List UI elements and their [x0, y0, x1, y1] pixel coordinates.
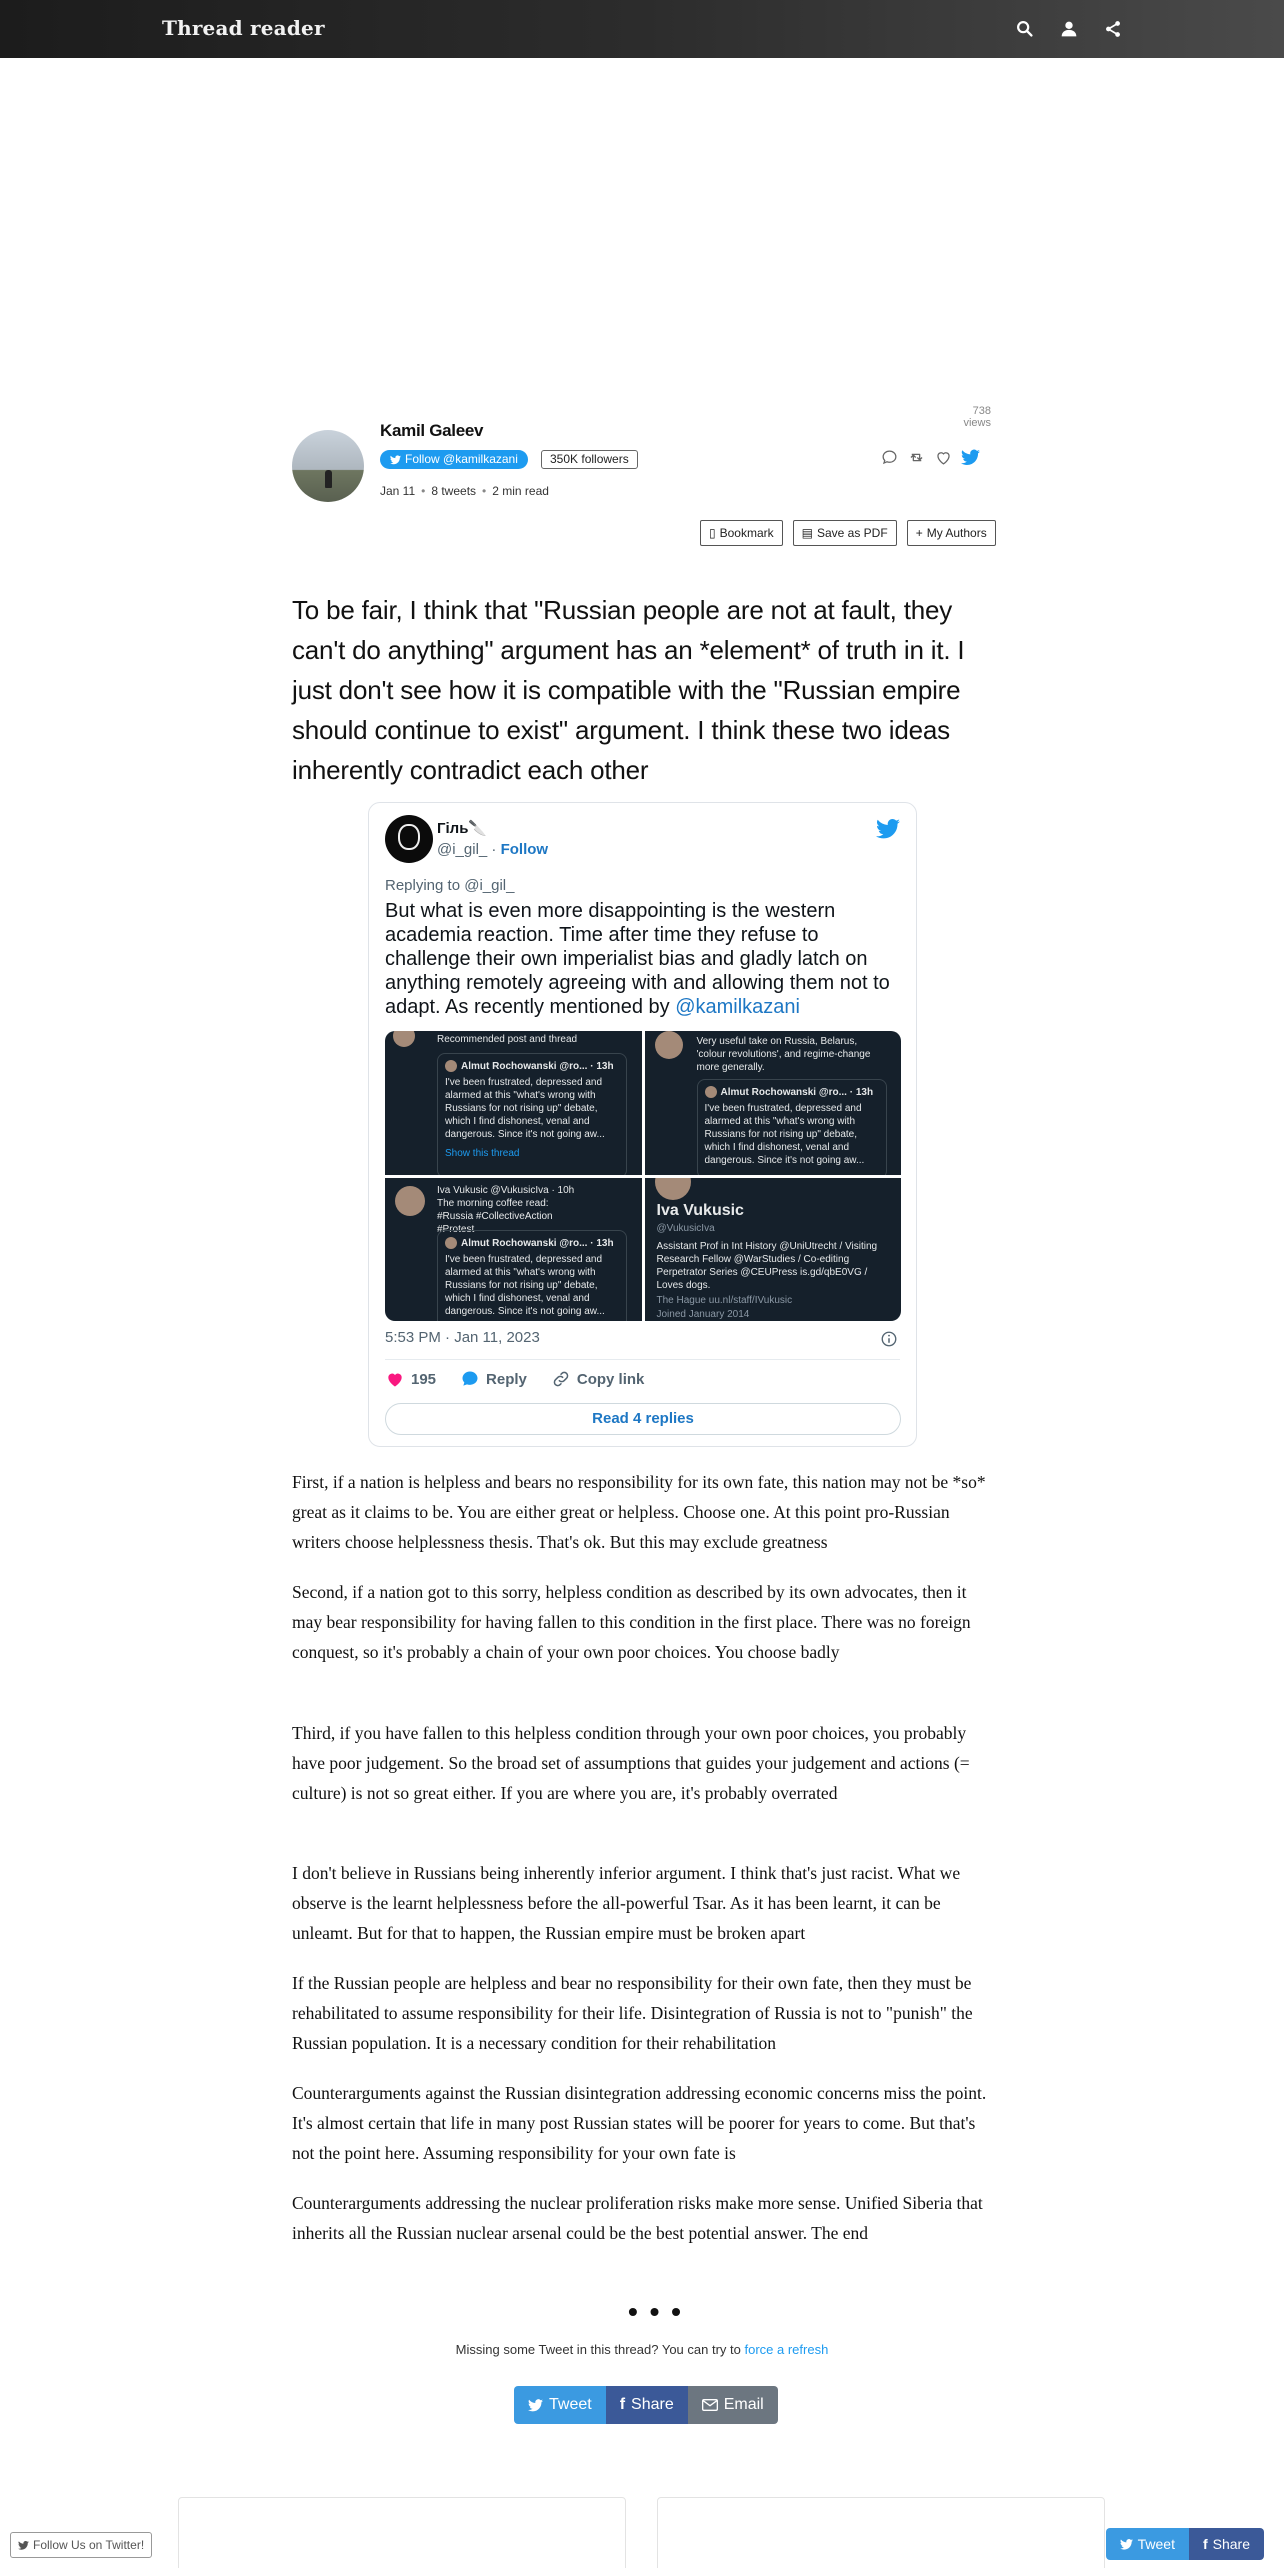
embed-media-grid[interactable]: [385, 1031, 901, 1321]
thread-paragraph-2: Second, if a nation got to this sorry, helpless condition as described by its own advocates, then it may bear responsibility for having fallen to this condition in the first place. There was no foreign conquest, so it's probably a chain of your own poor choices. You choose badly: [292, 1582, 971, 1662]
media-screenshot-4[interactable]: [645, 1178, 902, 1322]
media-screenshot-2[interactable]: [645, 1031, 902, 1175]
reply-label: Reply: [486, 1370, 527, 1388]
twitter-bird-icon: [18, 2541, 29, 2550]
followers-count[interactable]: 350K followers: [541, 450, 638, 469]
replying-to: Replying to @i_gil_: [385, 877, 515, 894]
link-icon: [551, 1369, 571, 1389]
shot3-line: The morning coffee read: #Russia #CollectiveAction #Protest: [437, 1197, 553, 1235]
thread-paragraph-3: Third, if you have fallen to this helpless condition through your own poor choices, you probably have poor judgement. So the broad set of assumptions that guides your judgement and actions (= culture) is not so great either. If you are where you are, it's probably overrated: [292, 1723, 970, 1803]
shot2-author: Almut Rochowanski @ro... · 13h: [720, 1087, 874, 1098]
missing-tweet-notice: [0, 2342, 1284, 2357]
thread-end-dots: • • •: [628, 2296, 683, 2327]
bookmark-icon: ▯: [709, 526, 716, 540]
reply-icon[interactable]: [880, 448, 899, 467]
shot2-top: Very useful take on Russia, Belarus, 'colour revolutions', and regime-change more generally.: [696, 1036, 871, 1073]
twitter-bird-icon[interactable]: [876, 817, 900, 841]
follow-us-button[interactable]: [10, 2532, 152, 2558]
tweet-share-button[interactable]: [514, 2386, 606, 2424]
follow-author-button[interactable]: [380, 450, 528, 469]
retweet-icon[interactable]: [907, 448, 926, 467]
brand-logo[interactable]: [162, 16, 325, 40]
bottom-share-label: Share: [1212, 2536, 1250, 2552]
tweet-count: 8 tweets: [431, 484, 477, 498]
lead-tweet-text: To be fair, I think that "Russian people are not at fault, they can't do anything" argument has an *element* of truth in it. I just don't see how it is compatible with the "Russian empire should continue to exist" argument. I think these two ideas inherently contradict each other: [292, 595, 965, 785]
search-icon[interactable]: [1014, 18, 1036, 40]
shot3-body: I've been frustrated, depressed and alarmed at this "what's wrong with Russians for not rising up" debate, which I find dishonest, venal and dangerous. Since it's not going aw...: [445, 1253, 605, 1317]
shot1-author: Almut Rochowanski @ro... · 13h: [461, 1061, 614, 1072]
shot3-author: Iva Vukusic @VukusicIva · 10h: [437, 1184, 575, 1196]
shot4-name: Iva Vukusic: [656, 1201, 744, 1219]
my-authors-label: My Authors: [926, 526, 987, 540]
follow-us-label: Follow Us on Twitter!: [33, 2538, 145, 2552]
twitter-bird-icon[interactable]: [961, 448, 980, 467]
top-navbar: [0, 0, 1284, 58]
thread-paragraph-1: First, if a nation is helpless and bears no responsibility for its own fate, this nation may not be *so* great as it claims to be. You are either great or helpless. Choose one. At this point pro-Russian writers choose helplessness thesis. That's ok. But this may exclude greatness: [292, 1472, 986, 1552]
shot1-link: Show this thread: [445, 1148, 520, 1159]
share-buttons: [514, 2386, 778, 2424]
embed-avatar[interactable]: [385, 815, 433, 863]
shot4-handle: @VukusicIva: [656, 1222, 715, 1234]
copy-link-label: Copy link: [576, 1370, 645, 1388]
tweet-share-label: Tweet: [549, 2396, 592, 2413]
copy-link-stat[interactable]: [551, 1369, 645, 1389]
embed-handle[interactable]: @i_gil_: [437, 841, 488, 858]
bookmark-button[interactable]: [700, 520, 783, 546]
facebook-icon: f: [1202, 2536, 1208, 2552]
email-share-label: Email: [723, 2396, 764, 2413]
mention-link[interactable]: @kamilkazani: [675, 996, 800, 1018]
thread-meta: Jan 11 • 8 tweets • 2 min read: [380, 484, 549, 498]
thread-paragraph-4: I don't believe in Russians being inherently inferior argument. I think that's just racist. What we observe is the learnt helplessness before the all-powerful Tsar. As it has been learnt, it can be unleamt. But for that to happen, the Russian empire must be broken apart: [292, 1863, 961, 1943]
thread-tools: [700, 520, 996, 546]
thread-paragraph-5: If the Russian people are helpless and bear no responsibility for their own fate, then they must be rehabilitated to assume responsibility for their life. Disintegration of Russia is not to "punish" the Russian population. It is a necessary condition for their rehabilitation: [292, 1973, 973, 2053]
shot2-body: I've been frustrated, depressed and alarmed at this "what's wrong with Russians for not rising up" debate, which I find dishonest, venal and dangerous. Since it's not going aw...: [704, 1103, 865, 1166]
like-count: 195: [411, 1370, 437, 1388]
embed-tweet-text: [385, 899, 903, 1019]
author-name[interactable]: Kamil Galeev: [380, 421, 484, 440]
embed-handle-row: @i_gil_ · Follow: [437, 841, 549, 858]
document-icon: ▤: [801, 526, 813, 540]
embedded-tweet[interactable]: [368, 802, 917, 1447]
facebook-icon: f: [619, 2396, 626, 2413]
thread-paragraph-6: Counterarguments against the Russian disintegration addressing economic concerns miss the point. It's almost certain that life in many post Russian states will be poorer for years to come. But that's not the point here. Assuming responsibility for your own fate is: [292, 2083, 987, 2163]
facebook-share-label: Share: [631, 2396, 674, 2413]
brand-reader-text: reader: [250, 16, 325, 40]
user-icon[interactable]: [1058, 18, 1080, 40]
shot3-inner-author: Almut Rochowanski @ro... · 13h: [461, 1237, 614, 1249]
embed-stats: [385, 1369, 668, 1389]
shot1-body: I've been frustrated, depressed and alarmed at this "what's wrong with Russians for not rising up" debate, which I find dishonest, venal and dangerous. Since it's not going aw...: [445, 1077, 605, 1140]
twitter-bird-icon: [528, 2399, 543, 2412]
embed-author-name[interactable]: Гiль🔪: [437, 820, 488, 837]
force-refresh-link[interactable]: force a refresh: [744, 2342, 829, 2357]
embed-timestamp[interactable]: 5:53 PM · Jan 11, 2023: [385, 1329, 540, 1346]
reply-bubble-icon: [460, 1369, 480, 1389]
share-icon[interactable]: [1102, 18, 1124, 40]
shot4-joined: Joined January 2014: [656, 1308, 750, 1320]
embed-text-body: But what is even more disappointing is the western academia reaction. Time after time they refuse to challenge their own imperialist bias and gladly latch on anything remotely agreeing with and allowing them not to adapt. As recently mentioned by: [385, 900, 890, 1018]
envelope-icon: [702, 2399, 718, 2411]
shot4-bio: Assistant Prof in Int History @UniUtrecht / Visiting Research Fellow @WarStudies / Co-editing Perpetrator Series @CEUPress is.gd/qbE0VG / Loves dogs.: [656, 1240, 878, 1291]
read-replies-button[interactable]: Read 4 replies: [385, 1403, 901, 1435]
shot1-header: Recommended post and thread: [437, 1034, 578, 1045]
shot4-meta: The Hague uu.nl/staff/IVukusic: [656, 1294, 793, 1306]
related-card-left[interactable]: [178, 2497, 626, 2568]
email-share-button[interactable]: [688, 2386, 778, 2424]
tweet-actions: [880, 448, 980, 467]
heart-icon: [385, 1369, 405, 1389]
like-stat[interactable]: [385, 1369, 436, 1389]
bottom-tweet-label: Tweet: [1137, 2536, 1175, 2552]
bookmark-label: Bookmark: [719, 526, 774, 540]
bottom-share-bar: [1106, 2528, 1264, 2560]
media-screenshot-3[interactable]: [385, 1178, 642, 1322]
save-pdf-button[interactable]: [793, 520, 897, 546]
bottom-facebook-button[interactable]: [1189, 2528, 1264, 2560]
info-icon[interactable]: [880, 1330, 898, 1348]
reply-stat[interactable]: [460, 1369, 527, 1389]
bottom-tweet-button[interactable]: [1106, 2528, 1189, 2560]
save-pdf-label: Save as PDF: [816, 526, 888, 540]
like-icon[interactable]: [934, 448, 953, 467]
read-time: 2 min read: [492, 484, 549, 498]
twitter-bird-icon: [390, 455, 401, 465]
view-count: 738 views: [963, 405, 991, 429]
facebook-share-button[interactable]: [606, 2386, 688, 2424]
thread-date: Jan 11: [380, 484, 416, 498]
thread-paragraph-7: Counterarguments addressing the nuclear proliferation risks make more sense. Unified Siberia that inherits all the Russian nuclear arsenal could be the best potential answer. The end: [292, 2193, 983, 2243]
author-avatar[interactable]: [292, 430, 364, 502]
brand-thread-text: Thread: [162, 16, 243, 40]
twitter-bird-icon: [1120, 2539, 1133, 2550]
media-screenshot-1[interactable]: [385, 1031, 642, 1175]
embed-follow-link[interactable]: Follow: [500, 841, 549, 858]
related-card-right[interactable]: [657, 2497, 1105, 2568]
follow-author-label: Follow @kamilkazani: [405, 452, 518, 466]
my-authors-button[interactable]: [907, 520, 996, 546]
plus-icon: +: [915, 526, 923, 540]
missing-text: Missing some Tweet in this thread? You can try to: [455, 2342, 745, 2357]
